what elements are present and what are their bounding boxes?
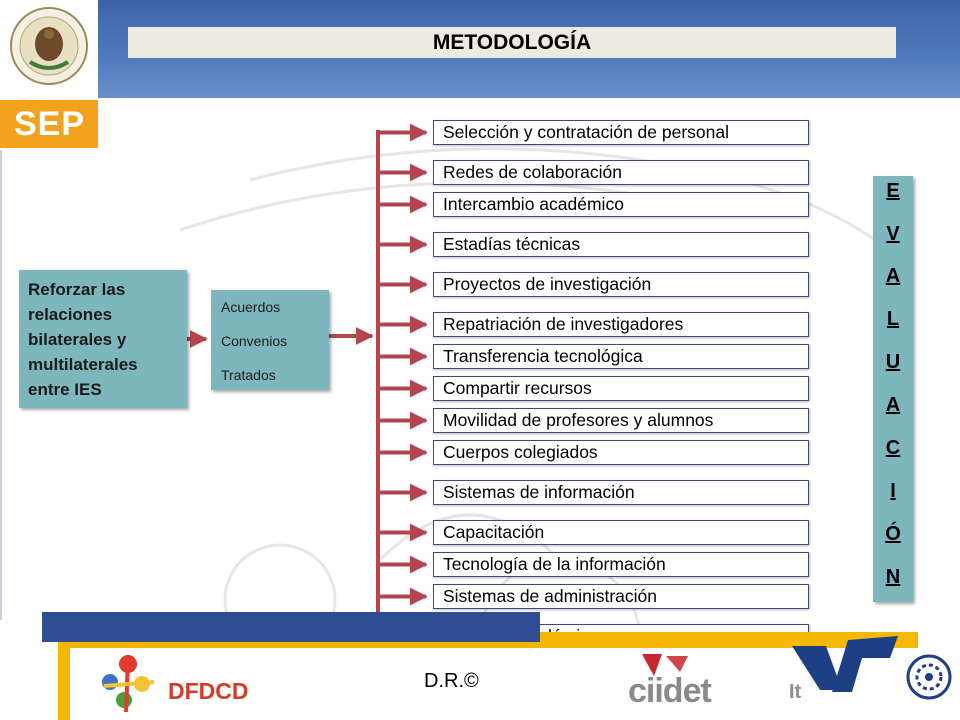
gear-seal-icon xyxy=(904,652,954,702)
page-title: METODOLOGÍA xyxy=(432,30,592,54)
evaluation-letter: U xyxy=(885,351,901,373)
action-item xyxy=(433,552,809,577)
action-item xyxy=(433,120,809,145)
action-item xyxy=(433,408,809,433)
action-item xyxy=(433,584,809,609)
action-item xyxy=(433,376,809,401)
footer-accent-bar xyxy=(42,612,540,642)
action-label: Capacitación xyxy=(443,522,545,542)
instrument-item: Convenios xyxy=(221,333,288,349)
dfdcd-logo-text: DFDCD xyxy=(168,678,249,704)
action-item xyxy=(433,192,809,217)
action-item xyxy=(433,440,809,465)
action-item xyxy=(433,480,809,505)
action-label: Transferencia tecnológica xyxy=(443,346,643,366)
it-logo-text: It xyxy=(789,681,802,703)
action-label: Repatriación de investigadores xyxy=(443,314,684,334)
evaluation-letter: A xyxy=(885,265,901,287)
action-item xyxy=(433,520,809,545)
evaluation-letter: L xyxy=(886,308,900,330)
action-label: Sistemas de información xyxy=(443,482,635,502)
instrument-item: Tratados xyxy=(221,367,276,383)
action-label: Estadías técnicas xyxy=(443,234,581,254)
action-label: Proyectos de investigación xyxy=(443,274,652,294)
action-label: Selección y contratación de personal xyxy=(443,122,730,142)
action-label: Intercambio académico xyxy=(443,194,624,214)
ciidet-logo-text: ciidet xyxy=(628,672,711,710)
goal-box xyxy=(19,270,187,408)
action-item xyxy=(433,344,809,369)
action-label: Redes de colaboración xyxy=(443,162,623,182)
action-item xyxy=(433,272,809,297)
evaluation-letter: C xyxy=(885,437,901,459)
evaluation-letter: A xyxy=(885,394,901,416)
copyright-text: D.R.© xyxy=(424,670,479,692)
evaluation-letter: E xyxy=(886,180,900,202)
action-item xyxy=(433,312,809,337)
action-label: Tecnología de la información xyxy=(443,554,666,574)
it-emblem-icon xyxy=(790,636,910,708)
instruments-box xyxy=(211,290,329,390)
evaluation-letter: V xyxy=(886,223,900,245)
goal-text: Reforzar las relaciones bilaterales y multilaterales entre IES xyxy=(28,280,138,399)
instrument-item: Acuerdos xyxy=(221,299,281,315)
dfdcd-emblem-icon xyxy=(96,652,160,716)
action-label: Cuerpos colegiados xyxy=(443,442,598,462)
sep-logo-text: SEP xyxy=(14,104,86,143)
action-label: Movilidad de profesores y alumnos xyxy=(443,410,714,430)
action-item xyxy=(433,232,809,257)
action-label: Sistemas de administración xyxy=(443,586,657,606)
evaluation-bar xyxy=(873,176,913,602)
evaluation-letter: Ó xyxy=(885,523,901,545)
evaluation-letter: I xyxy=(890,480,896,502)
action-item xyxy=(433,160,809,185)
evaluation-letter: N xyxy=(885,566,901,588)
action-label: Compartir recursos xyxy=(443,378,592,398)
